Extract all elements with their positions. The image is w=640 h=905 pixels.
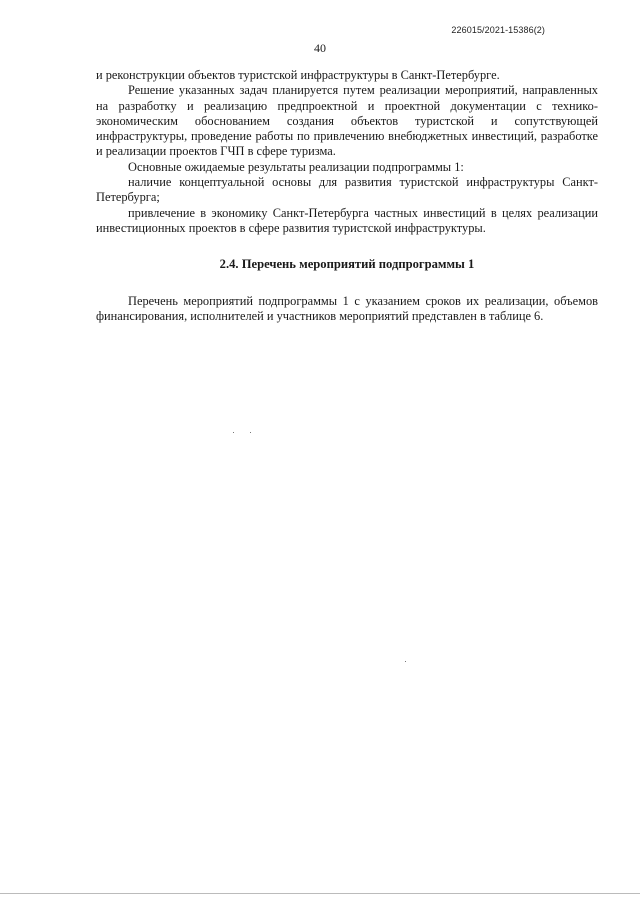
scan-speck <box>233 432 234 433</box>
paragraph-result-item-2: привлечение в экономику Санкт-Петербурга частных инвестиций в целях реализации инвестиционных проектов в сфере развития туристской инфраструктуры. <box>96 205 598 235</box>
paragraph-result-item-1: наличие концептуальной основы для развития туристской инфраструктуры Санкт-Петербурга; <box>96 175 598 205</box>
paragraph-expected-results: Основные ожидаемые результаты реализации подпрограммы 1: <box>128 159 464 174</box>
scan-speck <box>250 432 251 433</box>
paragraph-tasks-solution: Решение указанных задач планируется путем реализации мероприятий, направленных на разработку и реализацию предпроектной и проектной документации с технико-экономическим обоснованием создания объектов туристской и сопутствующей инфраструктуры, проведение работы по привлечению внебюджетных инвестиций, разработке и реализации проектов ГЧП в сфере туризма. <box>96 83 598 159</box>
document-registration-number: 226015/2021-15386(2) <box>451 25 545 35</box>
document-body <box>96 68 598 324</box>
section-heading: 2.4. Перечень мероприятий подпрограммы 1 <box>219 257 475 272</box>
paragraph-activities-list: Перечень мероприятий подпрограммы 1 с указанием сроков их реализации, объемов финансирования, исполнителей и участников мероприятий представлен в таблице 6. <box>96 293 598 323</box>
page-number: 40 <box>314 41 326 55</box>
paragraph-continuation: и реконструкции объектов туристской инфраструктуры в Санкт-Петербурге. <box>96 68 500 82</box>
scan-edge-line <box>0 893 640 894</box>
scan-speck <box>405 661 406 662</box>
